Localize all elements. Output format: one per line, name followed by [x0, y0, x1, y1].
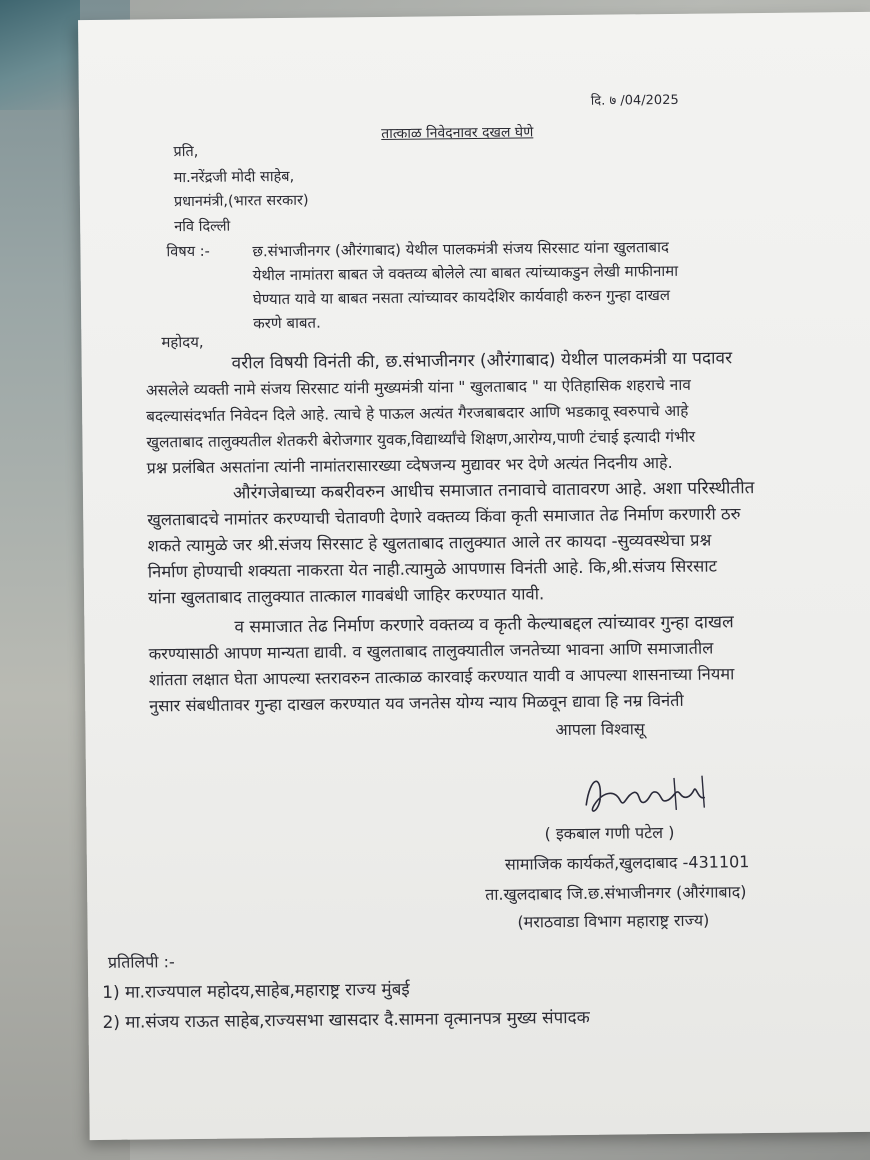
body-line: औरंगजेबाच्या कबरीवरुन आधीच समाजात तनावाचे वातावरण आहे. अशा परिस्थीतीत: [232, 478, 755, 504]
letter-date: दि. ७ /04/2025: [590, 92, 679, 109]
sender-address: ता.खुलदाबाद जि.छ.संभाजीनगर (औरंगाबाद): [485, 882, 747, 904]
cc-item: 1) मा.राज्यपाल महोदय,साहेब,महाराष्ट्र राज्य मुंबई: [102, 979, 410, 1003]
subject-line: छ.संभाजीनगर (औरंगाबाद) येथील पालकमंत्री संजय सिरसाट यांना खुलताबाद: [252, 237, 669, 261]
subject-line: येथील नामांतरा बाबत जे वक्तव्य बोलेले त्या बाबत त्यांच्याकडुन लेखी माफीनामा: [252, 261, 679, 285]
body-line: व समाजात तेढ निर्माण करणारे वक्तव्य व कृती केल्याबद्दल त्यांच्यावर गुन्हा दाखल: [234, 612, 734, 638]
body-line: शांतता लक्षात घेता आपल्या स्तरावरुन तात्काळ कारवाई करण्यात यावी व आपल्या शासनाच्या नियमा: [148, 664, 735, 690]
recipient-line-4: नवि दिल्ली: [174, 218, 231, 236]
body-line: खुलताबादचे नामांतर करण्याची चेतावणी देणारे वक्तव्य किंवा कृती समाजात तेढ निर्माण करणारी ठरु: [147, 504, 741, 530]
body-line: वरील विषयी विनंती की, छ.संभाजीनगर (औरंगाबाद) येथील पालकमंत्री या पदावर: [231, 348, 733, 374]
cc-item: 2) मा.संजय राऊत साहेब,राज्यसभा खासदार दै.सामना वृत्मानपत्र मुख्य संपादक: [102, 1007, 590, 1033]
body-line: निर्माण होण्याची शक्यता नाकरता येत नाही.त्यामुळे आपणास विनंती आहे. कि,श्री.संजय सिरसाट: [147, 556, 718, 582]
recipient-line-1: प्रति,: [173, 143, 199, 161]
subject-line: करणे बाबत.: [253, 313, 321, 333]
letter-heading: तात्काळ निवेदनावर दखल घेणे: [381, 124, 534, 142]
sender-region: (मराठवाडा विभाग महाराष्ट्र राज्य): [517, 910, 710, 932]
body-line: यांना खुलताबाद तालुक्यात तात्काल गावबंधी जाहिर करण्यात यावी.: [147, 584, 545, 608]
closing: आपला विश्वासू: [555, 719, 645, 740]
subject-label: विषय :-: [166, 243, 210, 261]
body-line: प्रश्न प्रलंबित असतांना त्यांनी नामांतरासारख्या व्देषजन्य मुद्यावर भर देणे अत्यंत निदनीय आहे.: [146, 452, 673, 478]
background-corner: [0, 0, 80, 110]
subject-line: घेण्यात यावे या बाबत नसता त्यांच्यावर कायदेशिर कार्यवाही करुन गुन्हा दाखल: [252, 285, 671, 309]
sender-title: सामाजिक कार्यकर्ते,खुलदाबाद -431101: [504, 852, 750, 874]
signature-image: [580, 763, 731, 825]
body-line: शकते त्यामुळे जर श्री.संजय सिरसाट हे खुलताबाद तालुक्यात आले तर कायदा -सुव्यवस्थेचा प्रश्न: [147, 530, 712, 556]
body-line: नुसार संबधीतावर गुन्हा दाखल करण्यात यव जनतेस योग्य न्याय मिळवून द्यावा हि नम्र विनंती: [149, 690, 684, 716]
recipient-line-2: मा.नरेंद्रजी मोदी साहेब,: [173, 168, 295, 187]
body-line: बदल्यासंदर्भात निवेदन दिले आहे. त्याचे हे पाऊल अत्यंत गैरजबाबदार आणि भडकावू स्वरुपाचे आहे: [146, 401, 689, 426]
body-line: करण्यासाठी आपण मान्यता द्यावी. व खुलताबाद तालुक्यातील जनतेच्या भावना आणि समाजातील: [148, 638, 714, 664]
body-line: असलेले व्यक्ती नामे संजय सिरसाट यांनी मुख्यमंत्री यांना " खुलताबाद " या ऐतिहासिक शहराचे नाव: [145, 375, 691, 400]
salutation: महोदय,: [161, 332, 204, 352]
body-line: खुलताबाद तालुक्यतील शेतकरी बेरोजगार युवक,विद्यार्थ्यांचे शिक्षण,आरोग्य,पाणी टंचाई इत्यादी गंभीर: [146, 427, 696, 452]
recipient-line-3: प्रधानमंत्री,(भारत सरकार): [173, 192, 309, 211]
cc-heading: प्रतिलिपी :-: [107, 952, 175, 972]
sender-name: ( इकबाल गणी पटेल ): [544, 822, 675, 844]
letter-paper: [78, 12, 870, 1140]
